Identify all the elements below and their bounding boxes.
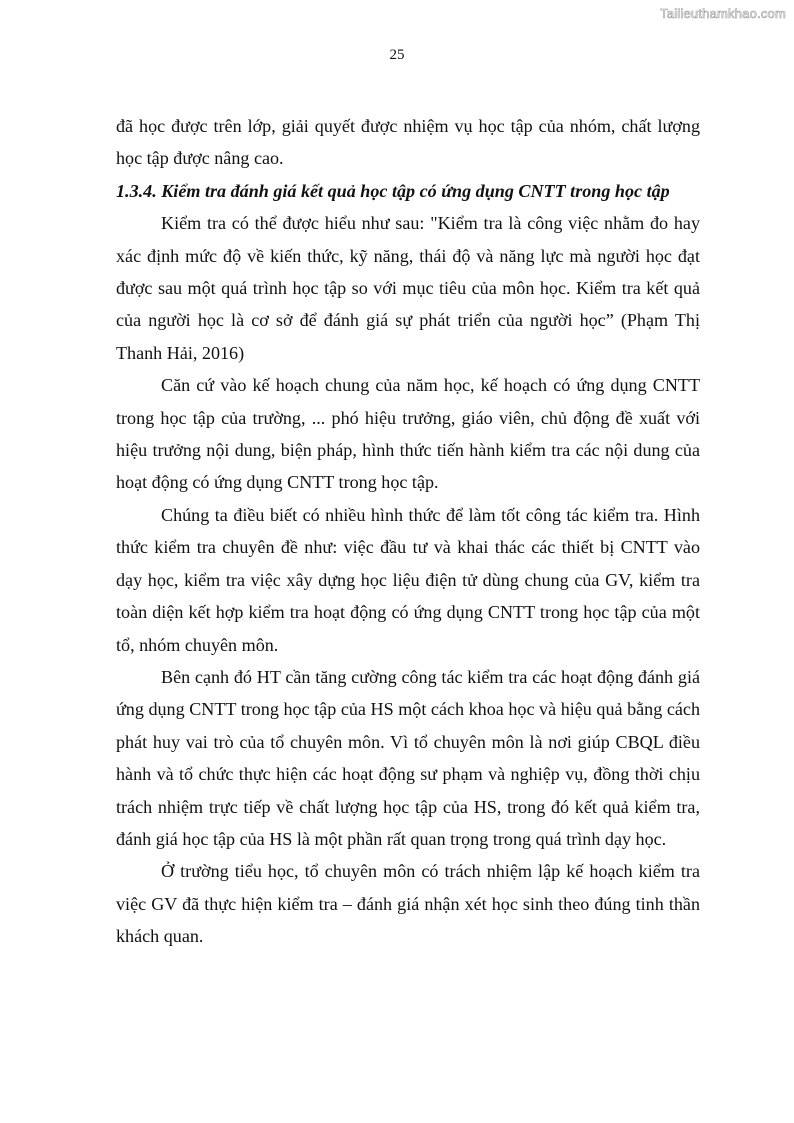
section-heading: 1.3.4. Kiểm tra đánh giá kết quả học tập có ứng dụng CNTT trong học tập — [116, 180, 670, 201]
paragraph-forms: Chúng ta điều biết có nhiều hình thức để làm tốt công tác kiểm tra. Hình thức kiểm tra chuyên đề như: việc đầu tư và khai thác các thiết bị CNTT vào dạy học, kiểm tra việc xây dựng học liệu điện tử dùng chung của GV, kiểm tra toàn diện kết hợp kiểm tra hoạt động có ứng dụng CNTT trong học tập của một tổ, nhóm chuyên môn. — [116, 504, 700, 655]
paragraph-planning: Căn cứ vào kế hoạch chung của năm học, kế hoạch có ứng dụng CNTT trong học tập của trường, ... phó hiệu trưởng, giáo viên, chủ động đề xuất với hiệu trưởng nội dung, biện pháp, hình thức tiến hành kiểm tra các nội dung của hoạt động có ứng dụng CNTT trong học tập. — [116, 375, 700, 493]
watermark-text: Tailieuthamkhao.com — [660, 6, 786, 21]
paragraph-role: Bên cạnh đó HT cần tăng cường công tác kiểm tra các hoạt động đánh giá ứng dụng CNTT trong học tập của HS một cách khoa học và hiệu quả bằng cách phát huy vai trò của tổ chuyên môn. Vì tổ chuyên môn là nơi giúp CBQL điều hành và tổ chức thực hiện các hoạt động sư phạm và nghiệp vụ, đồng thời chịu trách nhiệm trực tiếp về chất lượng học tập của HS, trong đó kết quả kiểm tra, đánh giá học tập của HS là một phần rất quan trọng trong quá trình dạy học. — [116, 666, 700, 849]
document-body — [116, 110, 700, 953]
paragraph-primary-school: Ở trường tiểu học, tổ chuyên môn có trách nhiệm lập kế hoạch kiểm tra việc GV đã thực hiện kiểm tra – đánh giá nhận xét học sinh theo đúng tinh thần khách quan. — [116, 861, 700, 947]
page-number: 25 — [389, 47, 405, 63]
paragraph-definition: Kiểm tra có thể được hiểu như sau: "Kiểm tra là công việc nhằm đo hay xác định mức độ về kiến thức, kỹ năng, thái độ và năng lực mà người học đạt được sau một quá trình học tập so với mục tiêu của môn học. Kiểm tra kết quả của người học là cơ sở để đánh giá sự phát triển của người học” (Phạm Thị Thanh Hải, 2016) — [116, 213, 700, 363]
paragraph-continuation: đã học được trên lớp, giải quyết được nhiệm vụ học tập của nhóm, chất lượng học tập được nâng cao. — [116, 116, 700, 169]
